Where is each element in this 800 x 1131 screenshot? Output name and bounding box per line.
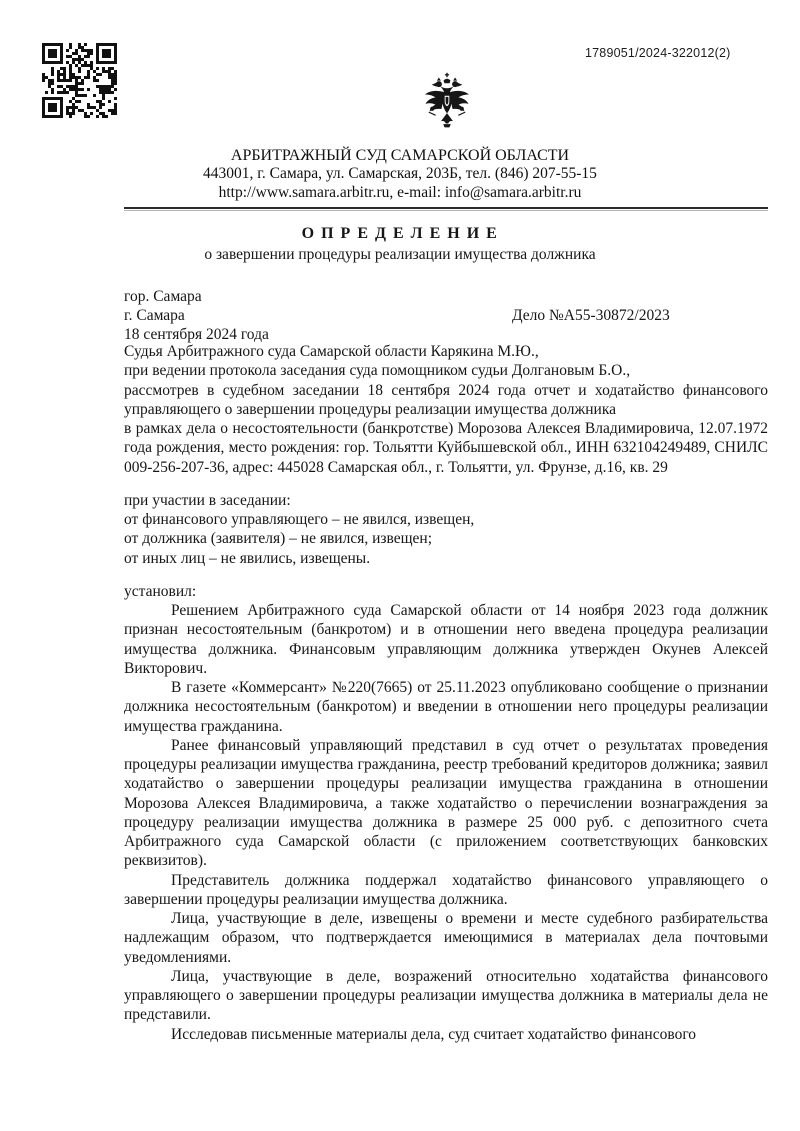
ruling-title: О П Р Е Д Е Л Е Н И Е bbox=[301, 225, 499, 242]
ruling-subtitle: о завершении процедуры реализации имущества должника bbox=[204, 246, 596, 263]
body-paragraph: Лица, участвующие в деле, возражений относительно ходатайства финансового управляющего о завершении процедуры реализации имущества должника в материалы дела не представили. bbox=[124, 967, 768, 1024]
case-number: Дело №А55-30872/2023 bbox=[512, 307, 670, 324]
attendance-line: от должника (заявителя) – не явился, извещен; bbox=[124, 530, 433, 548]
established-label: установил: bbox=[124, 582, 197, 600]
attendance-line: от иных лиц – не явились, извещены. bbox=[124, 549, 371, 567]
body-paragraph: Представитель должника поддержал ходатайство финансового управляющего о завершении процедуры реализации имущества должника. bbox=[124, 871, 768, 908]
intro-paragraph: в рамках дела о несостоятельности (банкротстве) Морозова Алексея Владимировича, 12.07.1972 года рождения, место рождения: гор. Тольятти Куйбышевской обл., ИНН 632104249489, СНИЛС 009-256-207-36, адрес: 445028 Самарская обл., г. Тольятти, ул. Фрунзе, д.16, кв. 29 bbox=[124, 420, 768, 476]
intro-paragraph: Судья Арбитражного суда Самарской области Карякина М.Ю., bbox=[124, 343, 539, 360]
hearing-date: 18 сентября 2024 года bbox=[124, 326, 269, 343]
court-header bbox=[0, 146, 800, 202]
spacer bbox=[124, 477, 768, 491]
document-number: 1789051/2024-322012(2) bbox=[585, 46, 731, 60]
header-divider bbox=[124, 207, 768, 211]
body-paragraph: Ранее финансовый управляющий представил в суд отчет о результатах проведения процедуры реализации имущества гражданина, реестр требований кредиторов должника; заявил ходатайство о завершении процедуры реализации имущества гражданина в отношении Морозова Алексея Владимировича, а также ходатайство о перечислении вознаграждения за процедуру реализации имущества должника в размере 25 000 руб. с депозитного счета Арбитражного суда Самарской области (с приложением соответствующих банковских реквизитов). bbox=[124, 736, 768, 870]
place-line-1: гор. Самара bbox=[124, 288, 202, 305]
spacer bbox=[124, 568, 768, 582]
body-paragraph: В газете «Коммерсант» №220(7665) от 25.11.2023 опубликовано сообщение о признании должника несостоятельным (банкротом) и введении в отношении него процедуры реализации имущества гражданина. bbox=[124, 679, 768, 735]
attendance-line: от финансового управляющего – не явился, извещен, bbox=[124, 511, 475, 528]
attendance-heading: при участии в заседании: bbox=[124, 491, 291, 509]
coat-of-arms-icon bbox=[418, 72, 476, 138]
intro-paragraph: при ведении протокола заседания суда помощником судьи Долгановым Б.О., bbox=[124, 362, 631, 380]
body-paragraph: Лица, участвующие в деле, извещены о времени и месте судебного разбирательства надлежащим образом, что подтверждается имеющимися в материалах дела почтовыми уведомлениями. bbox=[124, 910, 768, 966]
court-name: АРБИТРАЖНЫЙ СУД САМАРСКОЙ ОБЛАСТИ bbox=[230, 147, 570, 164]
qr-code-icon bbox=[42, 43, 117, 118]
body-paragraph: Исследовав письменные материалы дела, суд считает ходатайство финансового bbox=[171, 1025, 697, 1043]
court-contacts: http://www.samara.arbitr.ru, e-mail: info@samara.arbitr.ru bbox=[218, 183, 582, 201]
document-body bbox=[124, 342, 768, 1044]
court-address: 443001, г. Самара, ул. Самарская, 203Б, тел. (846) 207-55-15 bbox=[203, 165, 597, 182]
title-block bbox=[0, 225, 800, 264]
intro-paragraph: рассмотрев в судебном заседании 18 сентября 2024 года отчет и ходатайство финансового управляющего о завершении процедуры реализации имущества должника bbox=[124, 381, 768, 418]
place-line-2: г. Самара bbox=[124, 307, 185, 324]
body-paragraph: Решением Арбитражного суда Самарской области от 14 ноября 2023 года должник признан несостоятельным (банкротом) и в отношении него введена процедура реализации имущества должника. Финансовым управляющим должника утвержден Окунев Алексей Викторович. bbox=[124, 602, 768, 677]
